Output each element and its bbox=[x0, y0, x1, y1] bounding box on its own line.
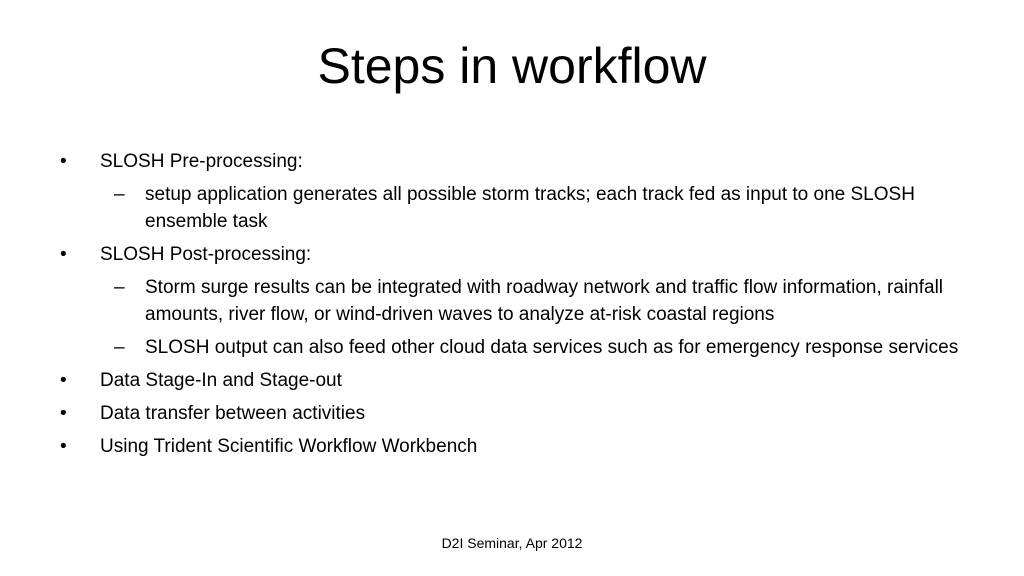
bullet-item bbox=[56, 148, 968, 175]
bullet-icon: • bbox=[60, 436, 67, 457]
sub-bullet-text: SLOSH output can also feed other cloud data services such as for emergency response services bbox=[145, 337, 959, 358]
sub-bullet-item bbox=[56, 181, 968, 235]
slide-title: Steps in workflow bbox=[317, 38, 707, 94]
sub-bullet-text: setup application generates all possible storm tracks; each track fed as input to one SLOSH ensemble task bbox=[145, 184, 915, 232]
dash-icon: – bbox=[114, 337, 125, 358]
bullet-icon: • bbox=[60, 244, 67, 265]
bullet-text: Using Trident Scientific Workflow Workbench bbox=[100, 436, 478, 457]
dash-icon: – bbox=[114, 277, 125, 298]
dash-icon: – bbox=[114, 184, 125, 205]
bullet-item bbox=[56, 367, 968, 394]
sub-bullet-text: Storm surge results can be integrated with roadway network and traffic flow information, rainfall amounts, river flow, or wind-driven waves to analyze at-risk coastal regions bbox=[145, 277, 944, 325]
bullet-text: Data Stage-In and Stage-out bbox=[100, 370, 342, 391]
bullet-text: SLOSH Pre-processing: bbox=[100, 151, 303, 172]
bullet-item bbox=[56, 241, 968, 268]
bullet-icon: • bbox=[60, 403, 67, 424]
bullet-icon: • bbox=[60, 370, 67, 391]
bullet-text: SLOSH Post-processing: bbox=[100, 244, 312, 265]
sub-bullet-item bbox=[56, 274, 968, 328]
bullet-text: Data transfer between activities bbox=[100, 403, 366, 424]
bullet-item bbox=[56, 433, 968, 460]
bullet-icon: • bbox=[60, 151, 67, 172]
bullet-item bbox=[56, 400, 968, 427]
footer-text: D2I Seminar, Apr 2012 bbox=[441, 535, 583, 551]
bullet-list bbox=[56, 142, 968, 460]
sub-bullet-item bbox=[56, 334, 968, 361]
